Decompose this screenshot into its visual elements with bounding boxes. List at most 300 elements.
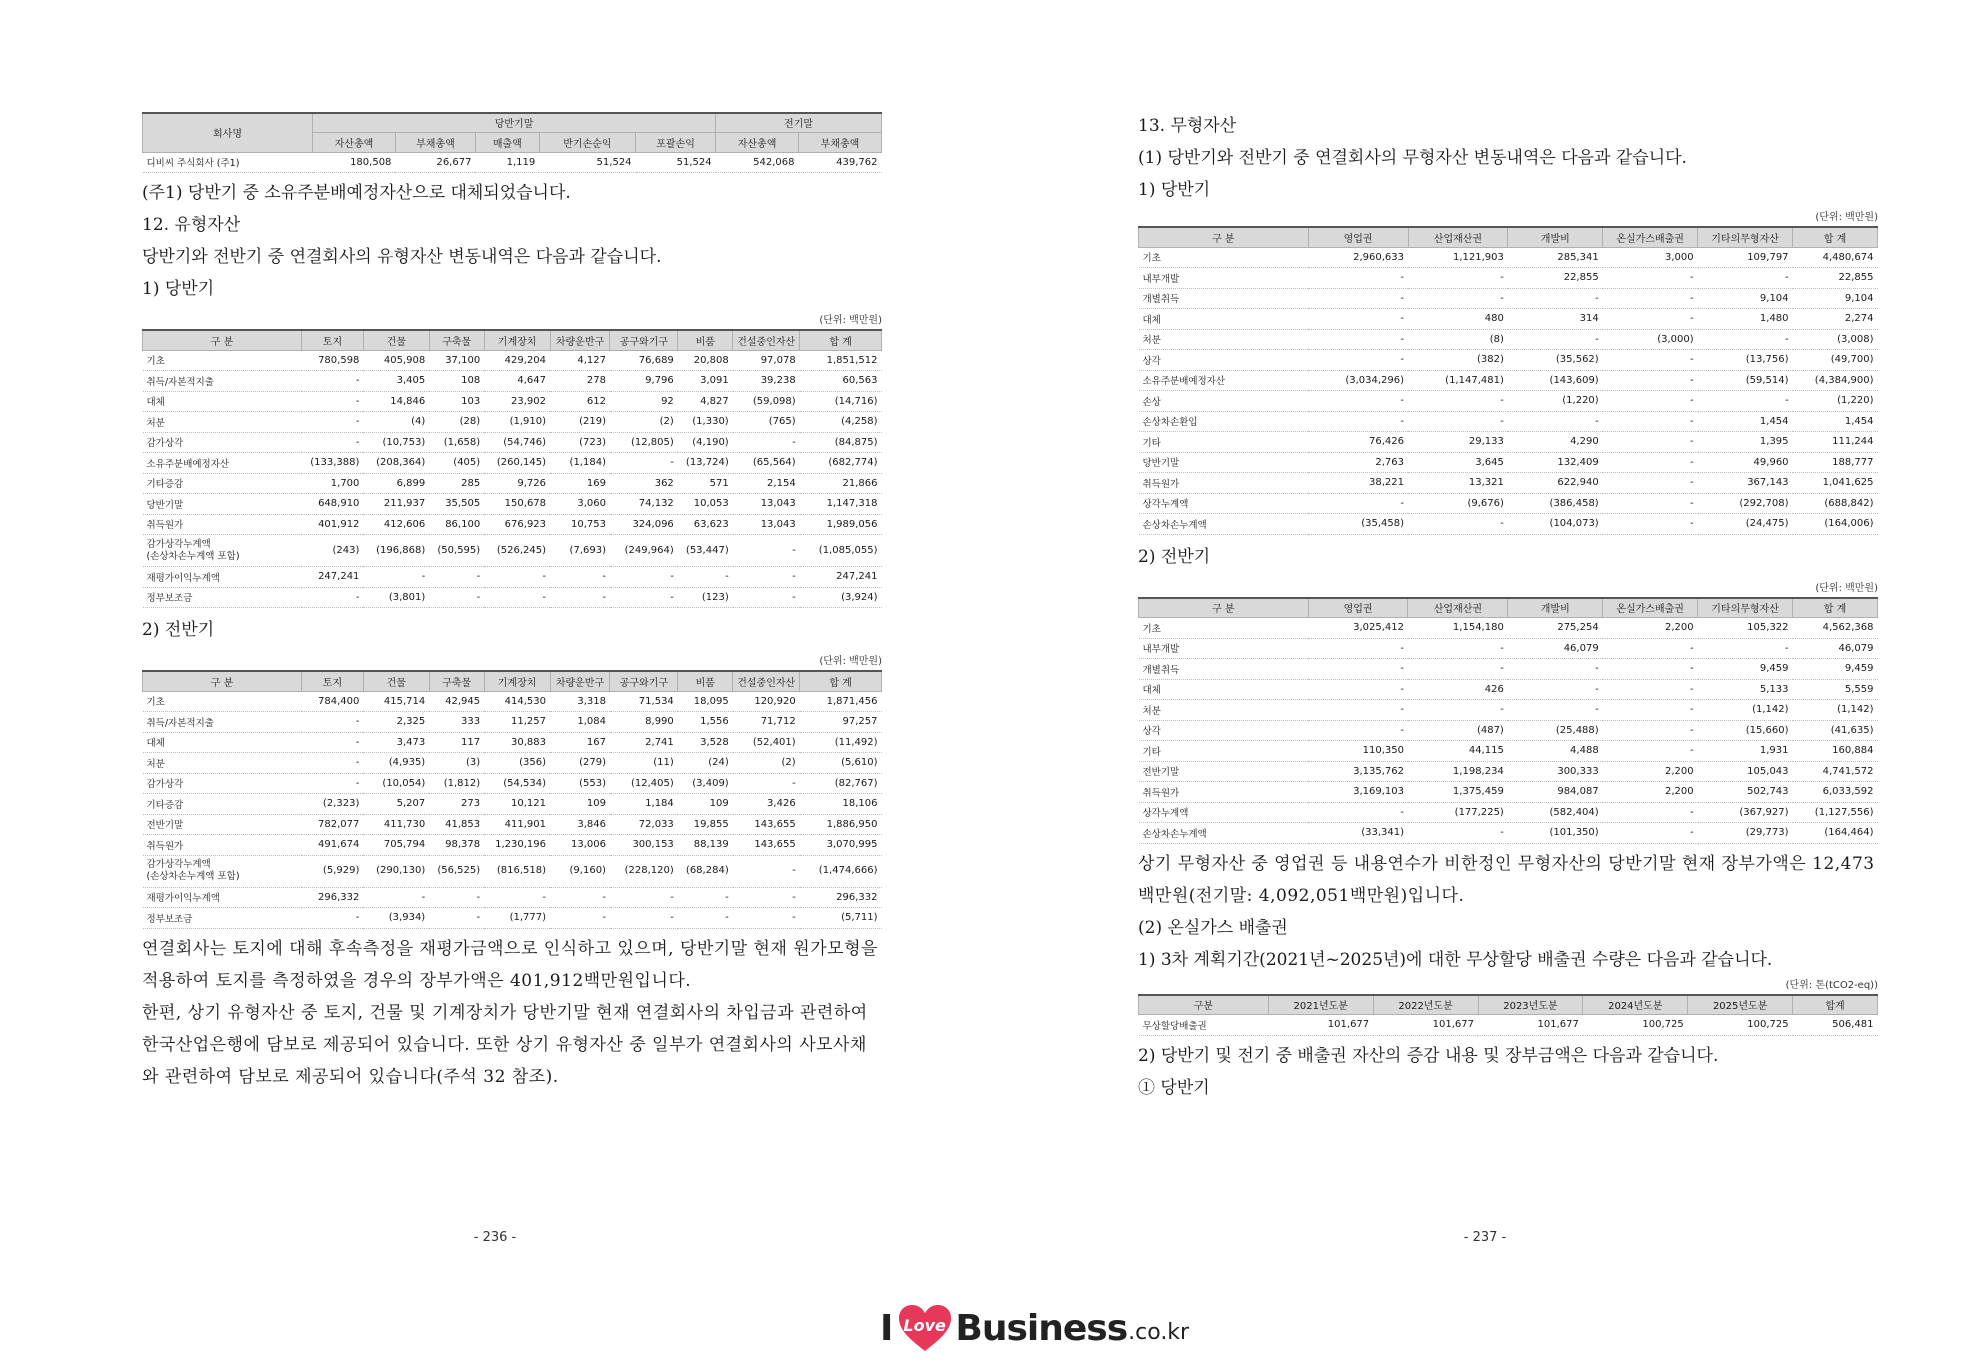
column-header: 건설중인자산	[733, 671, 800, 691]
table-cell: 35,505	[429, 494, 484, 515]
table-cell: -	[1308, 700, 1408, 721]
logo-name: Business	[955, 1307, 1128, 1349]
table-row	[143, 887, 882, 908]
column-header: 부채총액	[799, 132, 882, 152]
row-label: 재평가이익누계액	[143, 887, 302, 908]
table-cell: 4,827	[678, 391, 733, 412]
table-cell: -	[363, 567, 429, 588]
table-cell: 780,598	[302, 350, 364, 371]
table-cell: (553)	[550, 773, 610, 794]
column-header: 구 분	[143, 330, 302, 350]
table-cell: 111,244	[1793, 432, 1878, 453]
table-cell: -	[429, 567, 484, 588]
column-header: 기계장치	[484, 671, 550, 691]
table-row	[1139, 493, 1878, 514]
column-header: 포괄손익	[636, 132, 716, 152]
table-row	[1139, 1015, 1878, 1036]
row-label: 당반기말	[1139, 452, 1309, 473]
land-revaluation-paragraph: 연결회사는 토지에 대해 후속측정을 재평가금액으로 인식하고 있으며, 당반기말 현재 원가모형을 적용하여 토지를 측정하였을 경우의 장부가액은 401,912백만원입니다.	[142, 938, 878, 991]
column-header: 개발비	[1508, 598, 1603, 618]
table-cell: (228,120)	[610, 855, 678, 887]
table-cell: (487)	[1408, 720, 1508, 741]
table-cell: (1,812)	[429, 773, 484, 794]
table-cell: (143,609)	[1508, 370, 1603, 391]
row-label: 취득/자본적지출	[143, 371, 302, 392]
table-cell: -	[1603, 679, 1698, 700]
table-row	[1139, 659, 1878, 680]
table-cell: 367,143	[1698, 473, 1793, 494]
column-header: 비품	[678, 671, 733, 691]
table-cell: (1,142)	[1793, 700, 1878, 721]
row-label: 대체	[1139, 679, 1309, 700]
site-logo	[880, 1303, 1200, 1353]
table-cell: (13,756)	[1698, 350, 1793, 371]
table-cell: 1,230,196	[484, 835, 550, 856]
table-cell: -	[1603, 493, 1698, 514]
table-cell: 101,677	[1478, 1015, 1583, 1036]
column-header: 온실가스배출권	[1603, 598, 1698, 618]
table-cell: 4,480,674	[1793, 247, 1878, 268]
table-cell: (219)	[550, 412, 610, 433]
sub-current-ppe: 1) 당반기	[142, 279, 215, 299]
table-cell: (260,145)	[484, 453, 550, 474]
column-header: 구 분	[1139, 598, 1309, 618]
table-cell: -	[484, 567, 550, 588]
group-prior-header: 전기말	[716, 113, 882, 132]
table-cell: 109	[678, 794, 733, 815]
row-label: 손상	[1139, 391, 1309, 412]
table-cell: (56,525)	[429, 855, 484, 887]
table-cell: 167	[550, 732, 610, 753]
table-cell: 10,121	[484, 794, 550, 815]
table-cell: (1,910)	[484, 412, 550, 433]
row-label: 전반기말	[1139, 761, 1309, 782]
table-cell: 405,908	[363, 350, 429, 371]
table-cell: (682,774)	[800, 453, 882, 474]
row-label: 대체	[143, 732, 302, 753]
table-cell: -	[610, 908, 678, 929]
row-label: 대체	[1139, 309, 1309, 330]
table-cell: 676,923	[484, 514, 550, 535]
table-cell: 411,730	[363, 814, 429, 835]
table-cell: (14,716)	[800, 391, 882, 412]
table-cell: 105,322	[1698, 618, 1793, 639]
table-cell: -	[550, 908, 610, 929]
table-cell: -	[1603, 411, 1698, 432]
table-cell: 2,741	[610, 732, 678, 753]
column-header: 구 분	[143, 671, 302, 691]
row-label: 재평가이익누계액	[143, 567, 302, 588]
table-cell: -	[733, 432, 800, 453]
table-cell: (28)	[429, 412, 484, 433]
row-label: 기타증감	[143, 794, 302, 815]
column-header: 2023년도분	[1478, 995, 1583, 1015]
table-cell: (1,147,481)	[1408, 370, 1508, 391]
table-cell: 9,459	[1698, 659, 1793, 680]
table-cell: (3,934)	[363, 908, 429, 929]
table-cell: 296,332	[302, 887, 364, 908]
table-cell: -	[610, 887, 678, 908]
column-header: 구축물	[429, 671, 484, 691]
table-cell: (164,464)	[1793, 823, 1878, 844]
table-cell: 3,060	[550, 494, 610, 515]
table-cell: 411,901	[484, 814, 550, 835]
column-header: 구축물	[429, 330, 484, 350]
column-header: 영업권	[1308, 227, 1408, 247]
table-row	[143, 691, 882, 712]
table-cell: 100,725	[1583, 1015, 1688, 1036]
row-label: 내부개발	[1139, 268, 1309, 289]
table-cell: 4,647	[484, 371, 550, 392]
column-header: 2022년도분	[1373, 995, 1478, 1015]
table-cell: (816,518)	[484, 855, 550, 887]
table-cell: 74,132	[610, 494, 678, 515]
table-cell: -	[733, 855, 800, 887]
table-row	[1139, 329, 1878, 350]
row-label: 처분	[1139, 329, 1309, 350]
table-cell: 18,106	[800, 794, 882, 815]
table-cell: 429,204	[484, 350, 550, 371]
table-cell: 1,147,318	[800, 494, 882, 515]
table-cell: (12,805)	[610, 432, 678, 453]
table-cell: 37,100	[429, 350, 484, 371]
table-cell: (82,767)	[800, 773, 882, 794]
table-cell: (208,364)	[363, 453, 429, 474]
table-cell: 44,115	[1408, 741, 1508, 762]
column-header: 2021년도분	[1268, 995, 1373, 1015]
row-label: 정부보조금	[143, 908, 302, 929]
row-label: 취득원가	[1139, 473, 1309, 494]
table-cell: 109,797	[1698, 247, 1793, 268]
table-cell: -	[1508, 411, 1603, 432]
row-label: 기초	[143, 350, 302, 371]
table-row	[1139, 514, 1878, 535]
table-row	[1139, 473, 1878, 494]
table-cell: (25,488)	[1508, 720, 1603, 741]
table-cell: 9,104	[1698, 288, 1793, 309]
table-cell: -	[363, 887, 429, 908]
table-cell: -	[678, 887, 733, 908]
column-header: 산업재산권	[1408, 598, 1508, 618]
row-label: 기초	[143, 691, 302, 712]
table-row	[1139, 350, 1878, 371]
row-label: 취득원가	[1139, 782, 1309, 803]
row-label: 소유주분배예정자산	[143, 453, 302, 474]
table-cell: 13,043	[733, 514, 800, 535]
table-cell: -	[302, 908, 364, 929]
table-cell: 88,139	[678, 835, 733, 856]
row-label: 기초	[1139, 247, 1309, 268]
table-cell: -	[1603, 659, 1698, 680]
row-label: 감가상각	[143, 432, 302, 453]
table-cell: (59,098)	[733, 391, 800, 412]
table-cell: 100,725	[1688, 1015, 1793, 1036]
intro-12: 당반기와 전반기 중 연결회사의 유형자산 변동내역은 다음과 같습니다.	[142, 247, 662, 267]
table-cell: 3,169,103	[1308, 782, 1408, 803]
column-header: 합 계	[1793, 598, 1878, 618]
table-cell: (356)	[484, 753, 550, 774]
table-cell: 1,871,456	[800, 691, 882, 712]
table-row	[143, 753, 882, 774]
table-cell: -	[733, 773, 800, 794]
table-cell: 169	[550, 473, 610, 494]
table-cell: (526,245)	[484, 535, 550, 567]
column-header: 매출액	[475, 132, 539, 152]
table-cell: -	[302, 732, 364, 753]
table-cell: 38,221	[1308, 473, 1408, 494]
table-cell: 109	[550, 794, 610, 815]
table-cell: (4,935)	[363, 753, 429, 774]
table-cell: 782,077	[302, 814, 364, 835]
row-label: 처분	[143, 412, 302, 433]
row-label: 상각누계액	[1139, 802, 1309, 823]
table-cell: (54,746)	[484, 432, 550, 453]
table-row	[143, 371, 882, 392]
table-cell: 1,931	[1698, 741, 1793, 762]
table-cell: (29,773)	[1698, 823, 1793, 844]
table-cell: -	[1603, 514, 1698, 535]
table-cell: (1,085,055)	[800, 535, 882, 567]
row-label: 감가상각	[143, 773, 302, 794]
row-label: 정부보조금	[143, 587, 302, 608]
table-cell: -	[678, 908, 733, 929]
note-1: (주1) 당반기 중 소유주분배예정자산으로 대체되었습니다.	[142, 183, 571, 203]
table-cell: -	[1508, 679, 1603, 700]
table-cell: 296,332	[800, 887, 882, 908]
column-header: 구 분	[1139, 227, 1309, 247]
table-cell: 10,053	[678, 494, 733, 515]
table-row	[143, 712, 882, 733]
table-cell: 1,851,512	[800, 350, 882, 371]
unit-label: (단위: 백만원)	[819, 656, 882, 667]
table-cell: (11)	[610, 753, 678, 774]
table-cell: 21,866	[800, 473, 882, 494]
table-cell: 1,184	[610, 794, 678, 815]
table-cell: (49,700)	[1793, 350, 1878, 371]
table-cell: -	[1308, 720, 1408, 741]
table-cell: -	[1603, 823, 1698, 844]
table-cell: -	[302, 587, 364, 608]
table-cell: 101,677	[1373, 1015, 1478, 1036]
row-label: 상각	[1139, 350, 1309, 371]
row-label: 취득/자본적지출	[143, 712, 302, 733]
row-label: 내부개발	[1139, 638, 1309, 659]
unit-label: (단위: 백만원)	[1815, 212, 1878, 223]
table-cell: -	[1308, 350, 1408, 371]
table-cell: (3,924)	[800, 587, 882, 608]
left-content	[142, 112, 882, 1093]
table-row	[143, 453, 882, 474]
table-row	[1139, 391, 1878, 412]
table-cell: 275,254	[1508, 618, 1603, 639]
table-cell: 285,341	[1508, 247, 1603, 268]
table-cell: (68,284)	[678, 855, 733, 887]
table-cell: (50,595)	[429, 535, 484, 567]
table-cell: -	[733, 567, 800, 588]
table-row	[1139, 309, 1878, 330]
table-cell: 426	[1408, 679, 1508, 700]
column-header: 기계장치	[484, 330, 550, 350]
table-cell: (765)	[733, 412, 800, 433]
table-cell: 1,198,234	[1408, 761, 1508, 782]
table-cell: -	[1408, 268, 1508, 289]
table-cell: 6,899	[363, 473, 429, 494]
table-cell: -	[1308, 679, 1408, 700]
column-header: 차량운반구	[550, 330, 610, 350]
table-cell: -	[1308, 659, 1408, 680]
table-cell: 648,910	[302, 494, 364, 515]
column-header: 2025년도분	[1688, 995, 1793, 1015]
table-cell: -	[1603, 432, 1698, 453]
row-label: 개별취득	[1139, 659, 1309, 680]
table-cell: (164,006)	[1793, 514, 1878, 535]
table-cell: (1,127,556)	[1793, 802, 1878, 823]
table-row	[143, 494, 882, 515]
table-cell: -	[1408, 700, 1508, 721]
table-row	[143, 350, 882, 371]
row-label: 디비씨 주식회사 (주1)	[143, 152, 313, 173]
table-cell: (688,842)	[1793, 493, 1878, 514]
column-header: 산업재산권	[1408, 227, 1508, 247]
table-cell: (24,475)	[1698, 514, 1793, 535]
table-cell: (10,054)	[363, 773, 429, 794]
row-label: 무상할당배출권	[1139, 1015, 1269, 1036]
table-cell: 1,556	[678, 712, 733, 733]
table-cell: 502,743	[1698, 782, 1793, 803]
table-cell: 571	[678, 473, 733, 494]
table-cell: 612	[550, 391, 610, 412]
table-cell: (4,384,900)	[1793, 370, 1878, 391]
table-cell: 42,945	[429, 691, 484, 712]
table-row	[1139, 411, 1878, 432]
table-cell: -	[1408, 659, 1508, 680]
ghg-unit-label: (단위: 톤(tCO2-eq))	[1785, 979, 1878, 991]
table-row	[1139, 720, 1878, 741]
table-row	[143, 432, 882, 453]
row-label: 손상차손누계액	[1139, 823, 1309, 844]
table-cell: 5,133	[1698, 679, 1793, 700]
table-cell: 542,068	[716, 152, 799, 173]
table-cell: 18,095	[678, 691, 733, 712]
table-cell: (723)	[550, 432, 610, 453]
table-row	[143, 855, 882, 887]
right-content	[1138, 110, 1878, 1104]
table-cell: 3,025,412	[1308, 618, 1408, 639]
table-cell: 247,241	[800, 567, 882, 588]
table-cell: 6,033,592	[1793, 782, 1878, 803]
table-cell: (1,220)	[1793, 391, 1878, 412]
header-row	[1139, 227, 1878, 247]
table-cell: (84,875)	[800, 432, 882, 453]
header-row	[143, 671, 882, 691]
heading-12: 12. 유형자산	[142, 215, 241, 235]
table-cell: (290,130)	[363, 855, 429, 887]
table-cell: 3,135,762	[1308, 761, 1408, 782]
table-cell: -	[302, 391, 364, 412]
table-cell: (13,724)	[678, 453, 733, 474]
collateral-paragraph: 한편, 상기 유형자산 중 토지, 건물 및 기계장치가 당반기말 현재 연결회사의 차입금과 관련하여 한국산업은행에 담보로 제공되어 있습니다. 또한 상기 유형자산 중 일부가 연결회사의 사모사채와 관련하여 담보로 제공되어 있습니다(주석 32 참조).	[142, 1002, 868, 1087]
table-cell: 3,645	[1408, 452, 1508, 473]
table-row	[143, 567, 882, 588]
table-cell: 3,846	[550, 814, 610, 835]
table-cell: -	[1308, 391, 1408, 412]
table-row	[1139, 288, 1878, 309]
table-cell: 41,853	[429, 814, 484, 835]
row-label: 손상차손환입	[1139, 411, 1309, 432]
table-cell: (1,658)	[429, 432, 484, 453]
logo-domain: .co.kr	[1128, 1319, 1190, 1345]
table-cell: -	[429, 908, 484, 929]
table-row	[143, 535, 882, 567]
table-cell: 2,200	[1603, 761, 1698, 782]
table-cell: 439,762	[799, 152, 882, 173]
header-row	[143, 330, 882, 350]
table-cell: 1,084	[550, 712, 610, 733]
table-cell: 11,257	[484, 712, 550, 733]
unit-label: (단위: 백만원)	[1815, 582, 1878, 594]
table-cell: 622,940	[1508, 473, 1603, 494]
table-cell: 2,200	[1603, 618, 1698, 639]
table-cell: -	[1308, 802, 1408, 823]
table-cell: 705,794	[363, 835, 429, 856]
table-cell: (2)	[610, 412, 678, 433]
table-cell: 8,990	[610, 712, 678, 733]
table-cell: -	[302, 432, 364, 453]
heart-icon	[897, 1303, 953, 1353]
table-cell: 98,378	[429, 835, 484, 856]
table-cell: 22,855	[1793, 268, 1878, 289]
table-cell: 110,350	[1308, 741, 1408, 762]
table-row	[1139, 638, 1878, 659]
column-header: 건물	[363, 671, 429, 691]
table-cell: (1,142)	[1698, 700, 1793, 721]
table-cell: (15,660)	[1698, 720, 1793, 741]
ghg-intro: 1) 3차 계획기간(2021년~2025년)에 대한 무상할당 배출권 수량은 다음과 같습니다.	[1138, 949, 1773, 970]
row-label: 당반기말	[143, 494, 302, 515]
ghg-allocation-table	[1138, 994, 1878, 1036]
table-cell: -	[1603, 288, 1698, 309]
table-cell: (3,409)	[678, 773, 733, 794]
table-cell: 26,677	[395, 152, 475, 173]
table-cell: 13,043	[733, 494, 800, 515]
row-label: 취득원가	[143, 514, 302, 535]
table-cell: 4,127	[550, 350, 610, 371]
table-cell: 13,321	[1408, 473, 1508, 494]
table-row	[143, 391, 882, 412]
table-cell: -	[610, 453, 678, 474]
table-cell: (24)	[678, 753, 733, 774]
table-cell: (3)	[429, 753, 484, 774]
table-cell: -	[1508, 700, 1603, 721]
logo-prefix: I	[880, 1307, 894, 1349]
table-cell: 211,937	[363, 494, 429, 515]
table-cell: 1,454	[1793, 411, 1878, 432]
row-label: 기타	[1139, 741, 1309, 762]
table-cell: 71,712	[733, 712, 800, 733]
subsidiary-row	[143, 152, 882, 173]
column-header: 기타의무형자산	[1698, 598, 1793, 618]
intangible-current-table	[1138, 226, 1878, 535]
column-header: 자산총액	[716, 132, 799, 152]
table-cell: -	[1603, 802, 1698, 823]
table-row	[143, 773, 882, 794]
table-cell: (41,635)	[1793, 720, 1878, 741]
table-cell: -	[1308, 268, 1408, 289]
table-cell: 1,480	[1698, 309, 1793, 330]
table-cell: 60,563	[800, 371, 882, 392]
table-cell: -	[1603, 391, 1698, 412]
table-cell: 3,000	[1603, 247, 1698, 268]
